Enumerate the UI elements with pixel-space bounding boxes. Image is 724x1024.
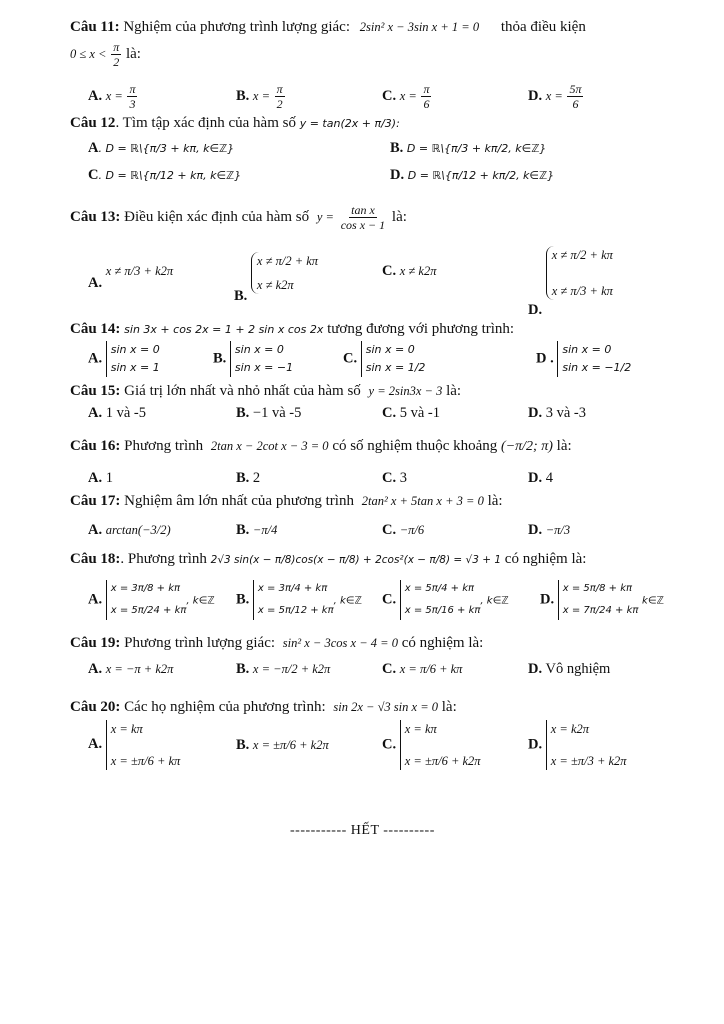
option-d[interactable]: D. 4 bbox=[528, 470, 553, 486]
option-d[interactable]: D. x = k2π x = ±π/3 + k2π bbox=[528, 722, 627, 768]
question-tail: là: bbox=[556, 438, 572, 454]
question-tail: là: bbox=[441, 699, 457, 715]
option-b[interactable]: B. x = −π/2 + k2π bbox=[236, 661, 331, 677]
option-b[interactable]: B. x = ±π/6 + k2π bbox=[236, 737, 329, 753]
option-b[interactable]: B. −1 và -5 bbox=[236, 405, 302, 421]
option-c[interactable]: C. sin x = 0 sin x = 1/2 bbox=[343, 341, 425, 377]
option-c[interactable]: C. x = 5π/4 + kπ x = 5π/16 + kπ , k∈ℤ bbox=[382, 580, 509, 620]
question-tail: là: bbox=[446, 383, 462, 399]
question-text: Phương trình lượng giác: bbox=[124, 635, 276, 651]
question-text-2: tương đương với phương trình: bbox=[327, 321, 515, 337]
fraction: $\frac{\text{tan x}}{\text{cos x − 1}}$ bbox=[340, 203, 386, 232]
question-tail: có nghiệm là: bbox=[401, 635, 484, 651]
option-d[interactable]: D. 3 và -3 bbox=[528, 405, 586, 421]
function: y = tan(2x + π/3): bbox=[299, 117, 400, 130]
question-label: Câu 20: bbox=[70, 699, 121, 715]
question-label: Câu 18: bbox=[70, 551, 121, 567]
question-text: . Tìm tập xác định của hàm số bbox=[115, 115, 296, 131]
question-tail: là: bbox=[487, 493, 503, 509]
option-a[interactable]: A. x ≠ π/3 + k2π bbox=[88, 264, 174, 291]
option-c[interactable]: C. −π/6 bbox=[382, 522, 425, 538]
question-17 bbox=[70, 492, 695, 510]
option-c[interactable]: C. 5 và -1 bbox=[382, 405, 440, 421]
condition-lhs: 0 ≤ x < bbox=[70, 46, 107, 61]
question-text: Điều kiện xác định của hàm số bbox=[124, 208, 310, 225]
option-d[interactable]: D. x ≠ π/2 + kπ x ≠ π/3 + kπ bbox=[528, 248, 613, 319]
question-text: Nghiệm âm lớn nhất của phương trình bbox=[124, 493, 354, 509]
option-a[interactable]: A. 1 và -5 bbox=[88, 405, 146, 421]
option-b[interactable]: B. −π/4 bbox=[236, 522, 278, 538]
option-a[interactable]: A. x = 3π/8 + kπ x = 5π/24 + kπ , k∈ℤ bbox=[88, 580, 215, 620]
option-b[interactable]: B. 2 bbox=[236, 470, 261, 486]
question-label: Câu 16: bbox=[70, 438, 121, 454]
option-d[interactable]: D. x = $\frac{5\pi}{6}$ bbox=[528, 82, 582, 111]
question-label: Câu 13: bbox=[70, 208, 121, 225]
option-c[interactable]: C. x = $\frac{\pi}{6}$ bbox=[382, 82, 430, 111]
question-text: Phương trình bbox=[124, 438, 204, 454]
question-label: Câu 17: bbox=[70, 493, 121, 509]
option-a[interactable]: A. x = −π + k2π bbox=[88, 661, 174, 677]
option-b[interactable]: B. x = 3π/4 + kπ x = 5π/12 + kπ , k∈ℤ bbox=[236, 580, 362, 620]
option-b[interactable]: B. x = $\frac{\pi}{2}$ bbox=[236, 82, 283, 111]
option-a[interactable]: A. sin x = 0 sin x = 1 bbox=[88, 341, 160, 377]
end-marker: ----------- HẾT ---------- bbox=[290, 823, 435, 838]
option-a[interactable]: A. x = kπ x = ±π/6 + kπ bbox=[88, 722, 181, 768]
question-label: Câu 14: bbox=[70, 321, 121, 337]
condition-text: thỏa điều kiện bbox=[500, 19, 586, 35]
equation: 2tan x − 2cot x − 3 = 0 bbox=[210, 439, 329, 453]
question-tail: có nghiệm là: bbox=[504, 551, 587, 567]
option-a[interactable]: A. 1 bbox=[88, 470, 113, 486]
question-12 bbox=[70, 114, 695, 133]
question-20 bbox=[70, 698, 695, 716]
option-d[interactable]: D . sin x = 0 sin x = −1/2 bbox=[536, 341, 631, 377]
question-tail: là: bbox=[125, 45, 141, 62]
option-a[interactable]: A. arctan(−3/2) bbox=[88, 522, 171, 538]
question-label: Câu 12 bbox=[70, 115, 116, 131]
question-18 bbox=[70, 550, 695, 569]
option-c[interactable]: C. D = ℝ\{π/12 + kπ, k∈ℤ} bbox=[88, 167, 242, 183]
equation: sin² x − 3cos x − 4 = 0 bbox=[282, 636, 398, 650]
question-label: Câu 11: bbox=[70, 19, 120, 35]
option-a[interactable]: A. D = ℝ\{π/3 + kπ, k∈ℤ} bbox=[88, 140, 235, 156]
interval: (−π/2; π) bbox=[501, 439, 553, 454]
question-tail: là: bbox=[391, 208, 407, 225]
question-16 bbox=[70, 437, 695, 456]
equation: 2√3 sin(x − π/8)cos(x − π/8) + 2cos²(x − π/8) = √3 + 1 bbox=[210, 554, 502, 566]
function: y = 2sin3x − 3 bbox=[368, 384, 443, 398]
question-label: Câu 19: bbox=[70, 635, 121, 651]
option-d[interactable]: D. −π/3 bbox=[528, 522, 571, 538]
option-d[interactable]: D. D = ℝ\{π/12 + kπ/2, k∈ℤ} bbox=[390, 167, 555, 183]
option-b[interactable]: B. D = ℝ\{π/3 + kπ/2, k∈ℤ} bbox=[390, 140, 547, 156]
equation: sin 2x − √3 sin x = 0 bbox=[333, 700, 439, 714]
question-15 bbox=[70, 382, 695, 400]
option-c[interactable]: C. x = kπ x = ±π/6 + k2π bbox=[382, 722, 481, 768]
question-14 bbox=[70, 320, 695, 339]
equation: sin 3x + cos 2x = 1 + 2 sin x cos 2x bbox=[124, 323, 324, 336]
question-text: Giá trị lớn nhất và nhỏ nhất của hàm số bbox=[124, 383, 361, 399]
question-19 bbox=[70, 634, 695, 652]
equation: 2tan² x + 5tan x + 3 = 0 bbox=[361, 494, 484, 508]
question-11 bbox=[70, 18, 695, 36]
equation: 2sin² x − 3sin x + 1 = 0 bbox=[359, 20, 480, 34]
question-text: Các họ nghiệm của phương trình: bbox=[124, 699, 326, 715]
option-c[interactable]: C. x ≠ k2π bbox=[382, 263, 437, 279]
option-c[interactable]: C. 3 bbox=[382, 470, 407, 486]
question-label: Câu 15: bbox=[70, 383, 121, 399]
question-text: Nghiệm của phương trình lượng giác: bbox=[123, 19, 351, 35]
option-b[interactable]: B. x ≠ π/2 + kπ x ≠ k2π bbox=[234, 254, 319, 305]
option-d[interactable]: D. Vô nghiệm bbox=[528, 661, 611, 677]
question-11-condition bbox=[70, 40, 695, 69]
question-13: Câu 13: Điều kiện xác định của hàm số y = $\frac{\text{tan x}}{\text{cos x − 1}}$ là: bbox=[70, 203, 407, 232]
question-text-2: có số nghiệm thuộc khoảng bbox=[332, 438, 498, 454]
option-c[interactable]: C. x = π/6 + kπ bbox=[382, 661, 463, 677]
question-text: . Phương trình bbox=[120, 551, 207, 567]
option-b[interactable]: B. sin x = 0 sin x = −1 bbox=[213, 341, 293, 377]
option-d[interactable]: D. x = 5π/8 + kπ x = 7π/24 + kπ k∈ℤ bbox=[540, 580, 664, 620]
option-a[interactable]: A. x = $\frac{\pi}{3}$ bbox=[88, 82, 136, 111]
fraction: $\frac{\pi}{2}$ bbox=[113, 40, 120, 69]
